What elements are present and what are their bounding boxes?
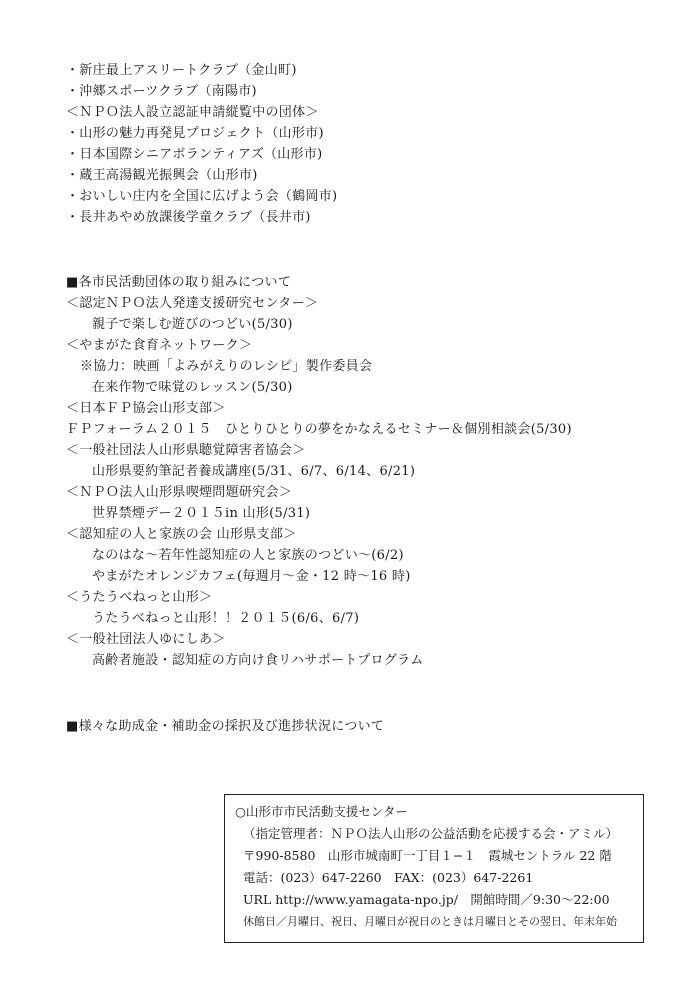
activities-list	[66, 293, 572, 671]
activity-item: やまがたオレンジカフェ(毎週月～金・12 時～16 時)	[92, 569, 411, 584]
organization-name: ＜やまがた食育ネットワーク＞	[66, 338, 253, 353]
center-manager: （指定管理者：ＮＰＯ法人山形の公益活動を応援する会・アミル）	[243, 826, 619, 841]
activity-item: 親子で楽しむ遊びのつどい(5/30)	[92, 317, 293, 332]
group-list-item: ・長井あやめ放課後学童クラブ（長井市)	[66, 210, 311, 225]
section-heading: ■各市民活動団体の取り組みについて	[66, 275, 292, 290]
activity-item: ※協力：映画「よみがえりのレシピ」製作委員会	[80, 359, 373, 374]
center-phone-fax: 電話：(023）647-2260 FAX：(023）647-2261	[243, 870, 534, 885]
center-closed-days: 休館日／月曜日、祝日、月曜日が祝日のときは月曜日とその翌日、年末年始	[243, 915, 617, 928]
activities-section	[66, 272, 572, 671]
group-list-item: ・新庄最上アスリートクラブ（金山町)	[66, 63, 297, 78]
center-name: ○山形市市民活動支援センター	[235, 804, 408, 819]
section-heading: ■様々な助成金・補助金の採択及び進捗状況について	[66, 719, 385, 734]
activity-item: なのはな～若年性認知症の人と家族のつどい～(6/2)	[92, 548, 404, 563]
group-list-item: ・山形の魅力再発見プロジェクト（山形市)	[66, 126, 324, 141]
organization-name: ＜一般社団法人山形県聴覚障害者協会＞	[66, 443, 306, 458]
organization-name: ＜うたうべねっと山形＞	[66, 590, 213, 605]
activity-item: うたうべねっと山形！！２０１５(6/6、6/7)	[92, 611, 360, 626]
organization-name: ＜一般社団法人ゆにしあ＞	[66, 632, 226, 647]
group-list-item: ＜ＮＰＯ法人設立認証申請縦覧中の団体＞	[66, 105, 319, 120]
organization-name: ＜認定ＮＰＯ法人発達支援研究センター＞	[66, 296, 319, 311]
group-list	[66, 60, 337, 228]
group-list-item: ・蔵王高湯観光振興会（山形市)	[66, 168, 258, 183]
organization-name: ＦＰフォーラム２０１５ ひとりひとりの夢をかなえるセミナー＆個別相談会(5/30)	[66, 422, 572, 437]
organization-name: ＜認知症の人と家族の会 山形県支部＞	[66, 527, 297, 542]
center-address: 〒990-8580 山形市城南町一丁目１−１ 霞城セントラル 22 階	[243, 848, 612, 863]
contact-info-box	[224, 794, 644, 943]
group-list-item: ・日本国際シニアボランティアズ（山形市)	[66, 147, 323, 162]
center-url-hours: URL http://www.yamagata-npo.jp/ 開館時間／9:30～22:00	[243, 892, 610, 907]
group-list-item: ・沖郷スポーツクラブ（南陽市)	[66, 84, 257, 99]
grants-section	[66, 716, 384, 737]
group-list-item: ・おいしい庄内を全国に広げよう会（鶴岡市)	[66, 189, 338, 204]
activity-item: 山形県要約筆記者養成講座(5/31、6/7、6/14、6/21)	[92, 464, 416, 479]
activity-item: 高齢者施設・認知症の方向け食リハサポートプログラム	[92, 653, 424, 668]
organization-name: ＜ＮＰＯ法人山形県喫煙問題研究会＞	[66, 485, 293, 500]
activity-item: 世界禁煙デー２０１５in 山形(5/31)	[92, 506, 311, 521]
organization-name: ＜日本ＦＰ協会山形支部＞	[66, 401, 226, 416]
activity-item: 在来作物で味覚のレッスン(5/30)	[92, 380, 293, 395]
